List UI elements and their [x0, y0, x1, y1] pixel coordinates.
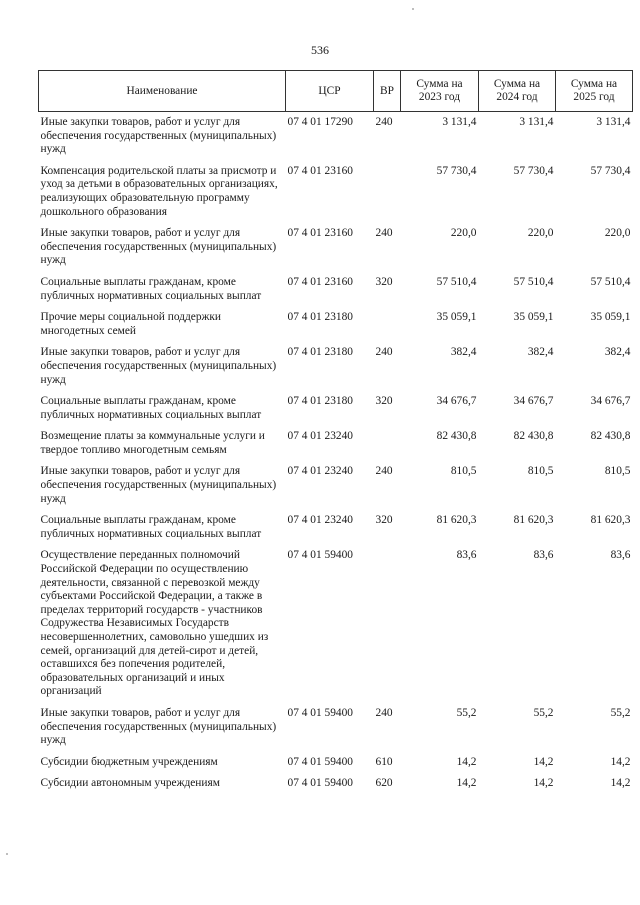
cell-vr — [374, 161, 401, 223]
cell-sum-2025: 81 620,3 — [590, 514, 631, 527]
header-sum-2024: Сумма на 2024 год — [479, 71, 556, 112]
cell-name: Иные закупки товаров, работ и услуг для обеспечения государственных (муниципальных) нужд — [40, 346, 277, 386]
table-row — [39, 223, 633, 272]
cell-sum-2025: 35 059,1 — [590, 311, 631, 324]
cell-sum-2025: 83,6 — [610, 549, 631, 562]
cell-vr: 240 — [375, 116, 393, 128]
cell-csr: 07 4 01 23160 — [287, 227, 353, 240]
table-row — [39, 461, 633, 510]
cell-sum-2025: 14,2 — [610, 777, 631, 790]
cell-sum-2025: 57 730,4 — [590, 164, 631, 177]
cell-sum-2025: 220,0 — [604, 227, 631, 240]
table-row — [39, 752, 633, 774]
cell-sum-2023: 220,0 — [450, 227, 477, 240]
table-row — [39, 391, 633, 426]
cell-vr: 240 — [375, 227, 393, 240]
cell-sum-2024: 382,4 — [527, 346, 554, 359]
cell-name: Иные закупки товаров, работ и услуг для обеспечения государственных (муниципальных) нужд — [40, 227, 277, 267]
table-row — [39, 545, 633, 703]
cell-sum-2025: 810,5 — [604, 465, 631, 478]
cell-sum-2023: 3 131,4 — [442, 116, 477, 128]
cell-csr: 07 4 01 23160 — [287, 164, 353, 177]
page-number: 536 — [311, 43, 329, 57]
cell-vr: 320 — [375, 275, 393, 288]
cell-sum-2023: 55,2 — [456, 706, 477, 719]
cell-sum-2024: 14,2 — [533, 777, 554, 790]
cell-csr: 07 4 01 23180 — [287, 346, 353, 359]
cell-name: Иные закупки товаров, работ и услуг для обеспечения государственных (муниципальных) нужд — [40, 706, 277, 747]
cell-vr: 320 — [375, 395, 393, 408]
scan-speck — [412, 8, 414, 10]
cell-sum-2023: 57 730,4 — [436, 164, 477, 177]
cell-vr: 240 — [375, 465, 393, 478]
cell-csr: 07 4 01 23240 — [287, 514, 353, 527]
cell-sum-2023: 82 430,8 — [436, 430, 477, 443]
cell-csr: 07 4 01 23160 — [287, 275, 353, 288]
cell-name: Социальные выплаты гражданам, кроме публичных нормативных социальных выплат — [40, 395, 262, 421]
cell-sum-2024: 57 510,4 — [513, 275, 554, 288]
table-row — [39, 272, 633, 307]
cell-name: Социальные выплаты гражданам, кроме публичных нормативных социальных выплат — [40, 275, 262, 302]
cell-name: Социальные выплаты гражданам, кроме публичных нормативных социальных выплат — [40, 514, 262, 540]
table-row — [39, 112, 633, 161]
cell-csr: 07 4 01 59400 — [287, 777, 353, 790]
cell-sum-2024: 14,2 — [533, 755, 554, 768]
header-row — [39, 71, 633, 112]
cell-sum-2023: 81 620,3 — [436, 514, 477, 527]
cell-sum-2024: 3 131,4 — [519, 116, 554, 128]
cell-sum-2024: 82 430,8 — [513, 430, 554, 443]
cell-sum-2023: 14,2 — [456, 755, 477, 768]
cell-sum-2025: 34 676,7 — [590, 395, 631, 408]
cell-sum-2025: 382,4 — [604, 346, 631, 359]
cell-vr — [374, 426, 401, 461]
cell-sum-2024: 220,0 — [527, 227, 554, 240]
cell-sum-2025: 57 510,4 — [590, 275, 631, 288]
table-body — [39, 112, 633, 795]
scan-speck — [6, 853, 8, 855]
cell-sum-2024: 83,6 — [533, 549, 554, 562]
cell-csr: 07 4 01 23240 — [287, 430, 353, 443]
cell-sum-2024: 55,2 — [533, 706, 554, 719]
cell-csr: 07 4 01 17290 — [287, 116, 353, 128]
table-row — [39, 426, 633, 461]
header-sum-2023: Сумма на 2023 год — [401, 71, 479, 112]
cell-csr: 07 4 01 59400 — [287, 706, 353, 719]
cell-csr: 07 4 01 23180 — [287, 395, 353, 408]
cell-name: Прочие меры социальной поддержки многодетных семей — [40, 311, 222, 337]
cell-vr: 240 — [375, 706, 393, 719]
cell-sum-2023: 34 676,7 — [436, 395, 477, 408]
cell-sum-2024: 35 059,1 — [513, 311, 554, 324]
cell-name: Субсидии автономным учреждениям — [40, 777, 220, 790]
cell-name: Компенсация родительской платы за присмотр и уход за детьми в образовательных организациях, реализующих образовательную программу дошкольного образования — [40, 164, 278, 218]
table-row — [39, 510, 633, 545]
cell-name: Осуществление переданных полномочий Российской Федерации по осуществлению деятельности, связанной с перевозкой между субъектами Российской Федерации, а также в пределах территорий государств - участников Содружества Независимых Государств несовершеннолетних, самовольно ушедших из семей, организаций для детей-сирот и детей, оставшихся без попечения родителей, образовательных организаций и иных организаций — [40, 549, 269, 698]
cell-sum-2025: 82 430,8 — [590, 430, 631, 443]
cell-sum-2023: 57 510,4 — [436, 275, 477, 288]
cell-vr: 620 — [375, 777, 393, 790]
cell-sum-2024: 57 730,4 — [513, 164, 554, 177]
cell-vr — [374, 545, 401, 703]
table-row — [39, 342, 633, 391]
cell-name: Возмещение платы за коммунальные услуги и твердое топливо многодетным семьям — [40, 430, 265, 456]
cell-vr: 320 — [375, 514, 393, 527]
cell-vr: 610 — [375, 755, 393, 768]
table-row — [39, 703, 633, 752]
cell-sum-2025: 14,2 — [610, 755, 631, 768]
cell-sum-2025: 55,2 — [610, 706, 631, 719]
cell-csr: 07 4 01 59400 — [287, 549, 353, 562]
header-csr: ЦСР — [286, 71, 374, 112]
cell-sum-2023: 382,4 — [450, 346, 477, 359]
cell-sum-2023: 810,5 — [450, 465, 477, 478]
cell-sum-2024: 81 620,3 — [513, 514, 554, 527]
budget-table — [38, 70, 633, 795]
cell-name: Субсидии бюджетным учреждениям — [40, 755, 218, 768]
cell-vr: 240 — [375, 346, 393, 359]
cell-sum-2024: 34 676,7 — [513, 395, 554, 408]
table-row — [39, 161, 633, 223]
table-row — [39, 773, 633, 795]
cell-name: Иные закупки товаров, работ и услуг для обеспечения государственных (муниципальных) нужд — [40, 116, 277, 156]
cell-sum-2023: 14,2 — [456, 777, 477, 790]
table-row — [39, 307, 633, 342]
cell-vr — [374, 307, 401, 342]
cell-sum-2023: 35 059,1 — [436, 311, 477, 324]
header-name: Наименование — [39, 71, 286, 112]
cell-sum-2025: 3 131,4 — [596, 116, 631, 128]
cell-sum-2023: 83,6 — [456, 549, 477, 562]
header-vr: ВР — [374, 71, 401, 112]
table-header — [39, 71, 633, 112]
cell-sum-2024: 810,5 — [527, 465, 554, 478]
cell-csr: 07 4 01 59400 — [287, 755, 353, 768]
cell-csr: 07 4 01 23240 — [287, 465, 353, 478]
cell-csr: 07 4 01 23180 — [287, 311, 353, 324]
cell-name: Иные закупки товаров, работ и услуг для обеспечения государственных (муниципальных) нужд — [40, 465, 277, 505]
header-sum-2025: Сумма на 2025 год — [556, 71, 633, 112]
